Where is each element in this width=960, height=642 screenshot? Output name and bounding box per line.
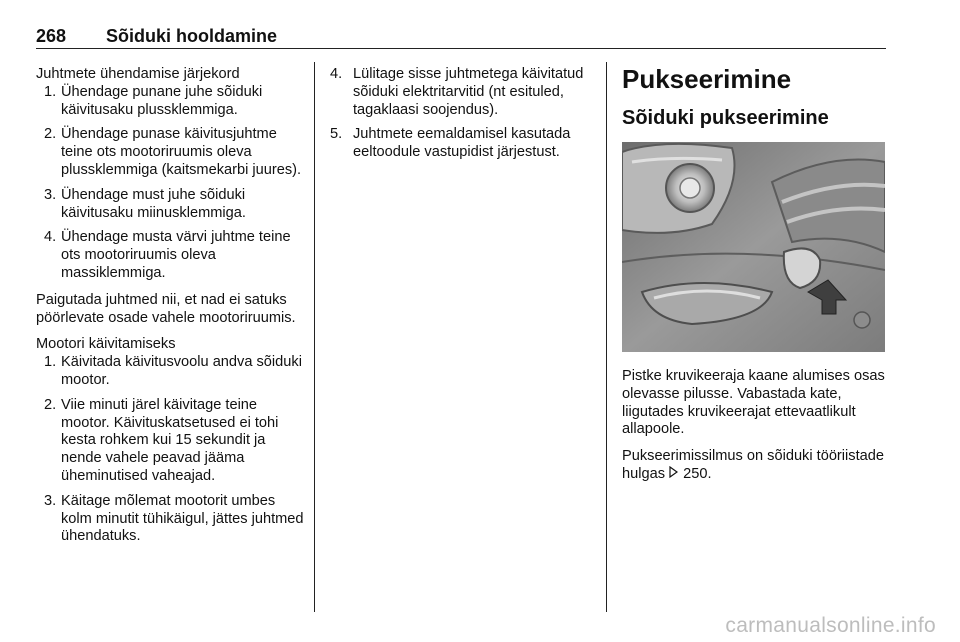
list-item: 5. Juhtmete eemaldamisel kasutada eeltoodule vastupidist järjestust.: [330, 126, 571, 161]
continued-steps-list: [330, 66, 595, 162]
connection-order-list: [36, 84, 304, 283]
list-item: 4. Ühendage musta värvi juhtme teine ots mootoriruumis oleva massiklemmiga.: [44, 229, 291, 281]
section-title: Pukseerimine: [622, 64, 792, 94]
column-divider-1: [314, 62, 315, 612]
watermark: carmanualsonline.info: [725, 614, 936, 637]
start-steps-list: [36, 354, 304, 546]
list-item: 1. Ühendage punane juhe sõiduki käivitusaku plussklemmiga.: [44, 83, 263, 118]
column-divider-2: [606, 62, 607, 612]
connection-order-heading: Juhtmete ühendamise järjekord: [36, 66, 240, 82]
list-item: 3. Käitage mõlemat mootorit umbes kolm minutit tühikäigul, jättes juhtmed ühendatuks.: [44, 492, 304, 545]
list-item: 4. Lülitage sisse juhtmetega käivitatud sõiduki elektritarvitid (nt esituled, tagaklaasi soojendus).: [330, 66, 584, 118]
column-2: [330, 66, 595, 171]
towing-eye-location: Pukseerimissilmus on sõiduki tööriistade hulgas 250.: [622, 448, 884, 482]
column-1: [36, 66, 304, 555]
screwdriver-instruction: Pistke kruvikeeraja kaane alumises osas olevasse pilusse. Vabastada kate, liigutades kruvikeerajat ettevaatlikult allapoole.: [622, 368, 885, 438]
column-3: [622, 66, 890, 493]
arrow-right-ref-icon: [669, 466, 679, 484]
page-number: 268: [36, 26, 67, 46]
routing-note: Paigutada juhtmed nii, et nad ei satuks pöörlevate osade vahele mootoriruumis.: [36, 291, 296, 326]
start-heading: Mootori käivitamiseks: [36, 336, 176, 353]
list-item: 1. Käivitada käivitusvoolu andva sõiduki mootor.: [44, 354, 302, 388]
chapter-title: Sõiduki hooldamine: [106, 26, 278, 46]
subsection-title: Sõiduki pukseerimine: [622, 107, 829, 129]
page-header: [36, 18, 886, 49]
page-reference-link[interactable]: 250.: [683, 465, 712, 482]
list-item: 2. Viie minuti järel käivitage teine mootor. Käivituskatsetused ei tohi kesta rohkem kui 15 sekundit ja nende vahele peavad jääma üheminutised vaheajad.: [44, 396, 279, 484]
towing-eye-cover-illustration: [622, 142, 885, 352]
list-item: 3. Ühendage must juhe sõiduki käivitusaku miinusklemmiga.: [44, 186, 246, 221]
list-item: 2. Ühendage punase käivitusjuhtme teine ots mootoriruumis oleva plussklemmiga (kaitsmekarbi juures).: [44, 126, 302, 178]
